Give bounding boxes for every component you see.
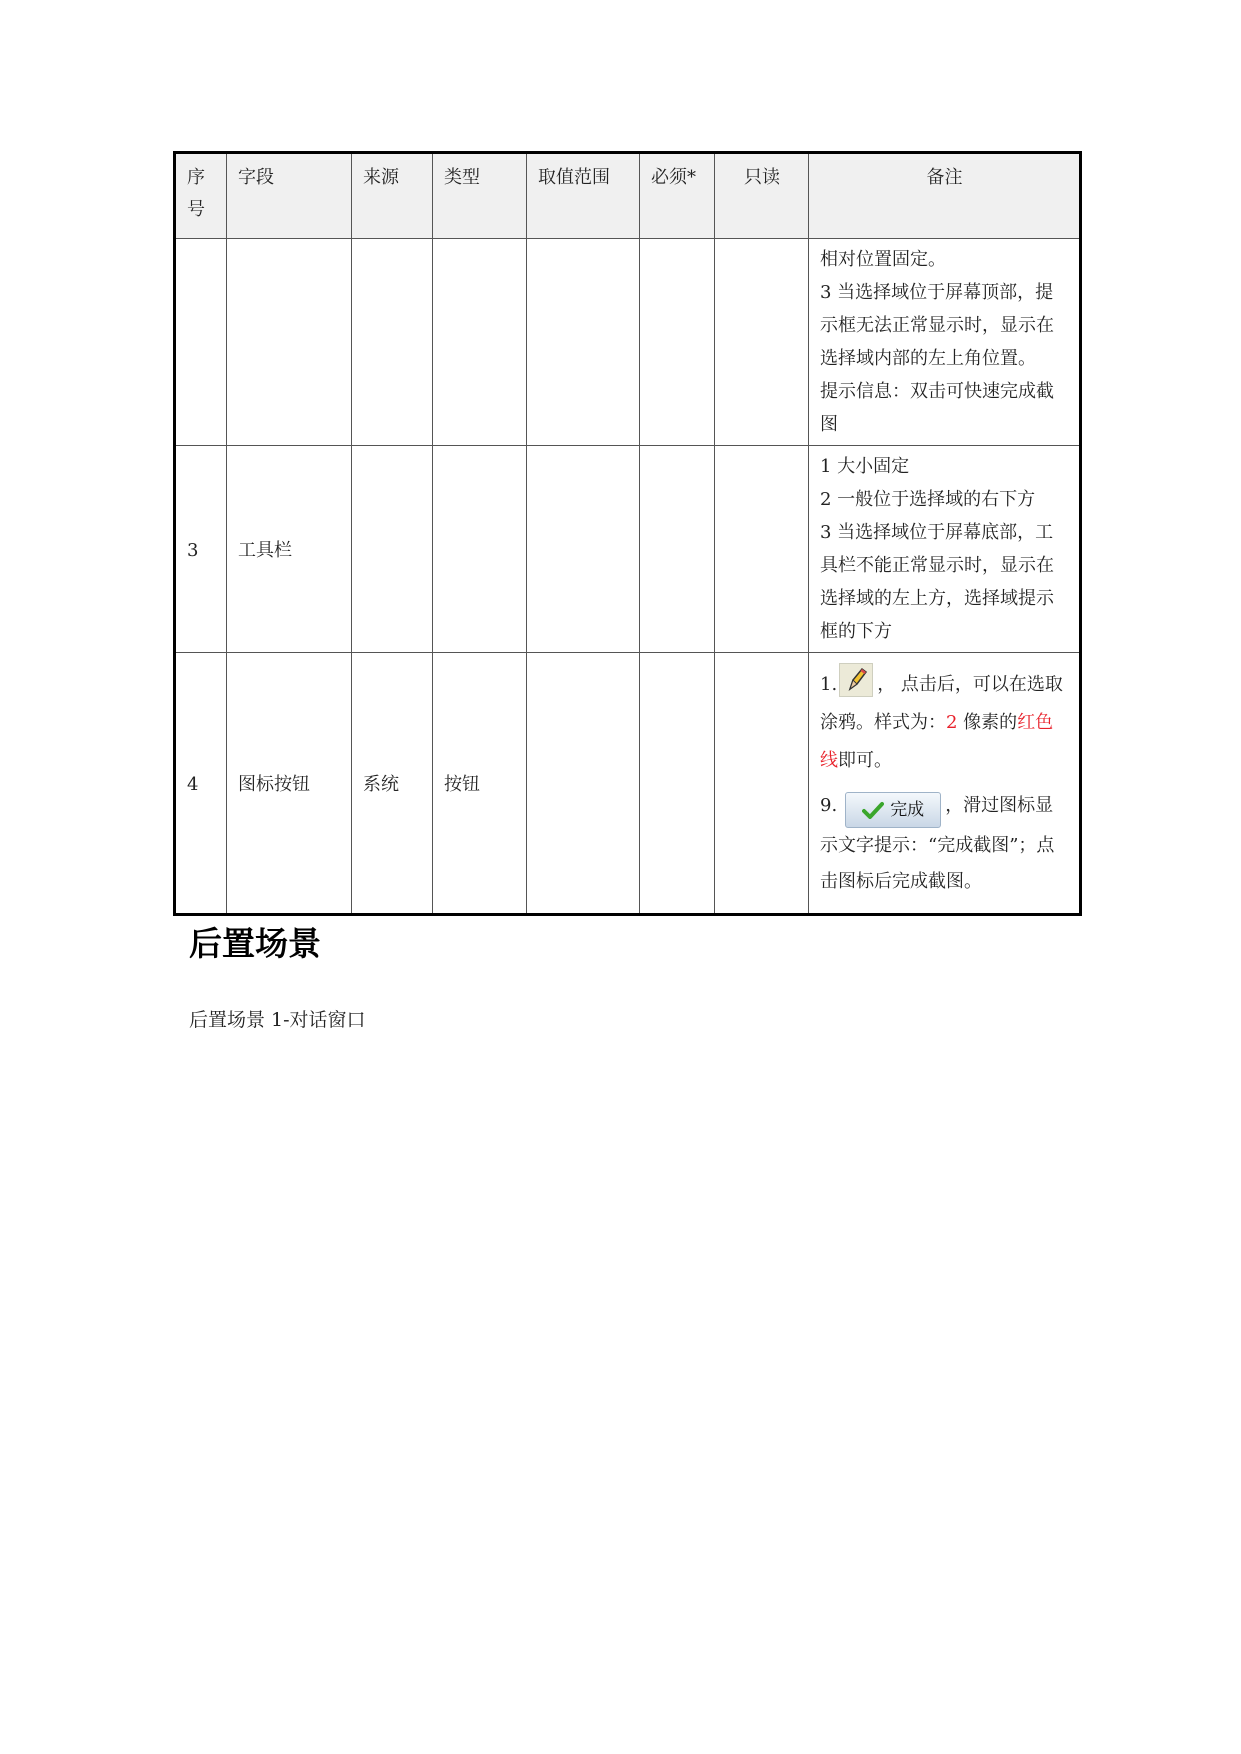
note-red-number: 2 [946,712,958,733]
done-button-label: 完成 [890,800,925,820]
field-spec-table [173,151,1082,916]
check-icon [862,801,884,819]
note-line: 3 当选择域位于屏幕顶部，提示框无法正常显示时，显示在选择域内部的左上角位置。 [820,282,1054,369]
note-text: ， 点击后，可以在选取涂鸦。样式为： [820,674,1063,733]
notes-cell [809,239,1081,446]
section-paragraph: 后置场景 1-对话窗口 [189,1009,366,1031]
note-line: 提示信息：双击可快速完成截图 [820,381,1054,435]
note-item-done [820,788,1071,900]
header-notes: 备注 [809,153,1081,239]
note-line: 2 一般位于选择域的右下方 [820,489,1036,510]
cell-empty [175,239,227,446]
cell-empty [715,446,809,653]
note-text: ，滑过图标显示文字提示：“完成截图”；点击图标后完成截图。 [820,795,1055,892]
note-prefix: 1. [820,674,838,695]
cell-empty [527,653,640,915]
row-field: 工具栏 [227,446,352,653]
table-row [175,239,1081,446]
header-field: 字段 [227,153,352,239]
note-prefix: 9. [820,795,838,816]
header-required: 必须* [640,153,715,239]
cell-empty [433,239,527,446]
note-line: 相对位置固定。 [820,249,946,270]
row-index: 3 [175,446,227,653]
note-item-pencil [820,663,1071,780]
header-source: 来源 [352,153,433,239]
pencil-icon [839,663,873,697]
table-header-row [175,153,1081,239]
header-index: 序号 [175,153,227,239]
cell-empty [640,653,715,915]
header-type: 类型 [433,153,527,239]
row-type: 按钮 [433,653,527,915]
row-source: 系统 [352,653,433,915]
cell-empty [352,446,433,653]
note-text: 像素的 [957,712,1018,733]
cell-empty [227,239,352,446]
table-row [175,653,1081,915]
row-field: 图标按钮 [227,653,352,915]
cell-empty [640,239,715,446]
cell-empty [527,239,640,446]
note-red-text: 红色线 [820,712,1054,771]
row-index: 4 [175,653,227,915]
notes-cell [809,653,1081,915]
cell-empty [352,239,433,446]
section-heading: 后置场景 [189,924,321,963]
note-line: 3 当选择域位于屏幕底部，工具栏不能正常显示时，显示在选择域的左上方，选择域提示框的下方 [820,522,1054,642]
cell-empty [527,446,640,653]
cell-empty [640,446,715,653]
header-readonly: 只读 [715,153,809,239]
cell-empty [715,239,809,446]
header-range: 取值范围 [527,153,640,239]
notes-cell [809,446,1081,653]
cell-empty [715,653,809,915]
note-line: 1 大小固定 [820,456,910,477]
note-text: 即可。 [838,750,892,771]
done-button[interactable] [845,792,941,828]
cell-empty [433,446,527,653]
table-row [175,446,1081,653]
